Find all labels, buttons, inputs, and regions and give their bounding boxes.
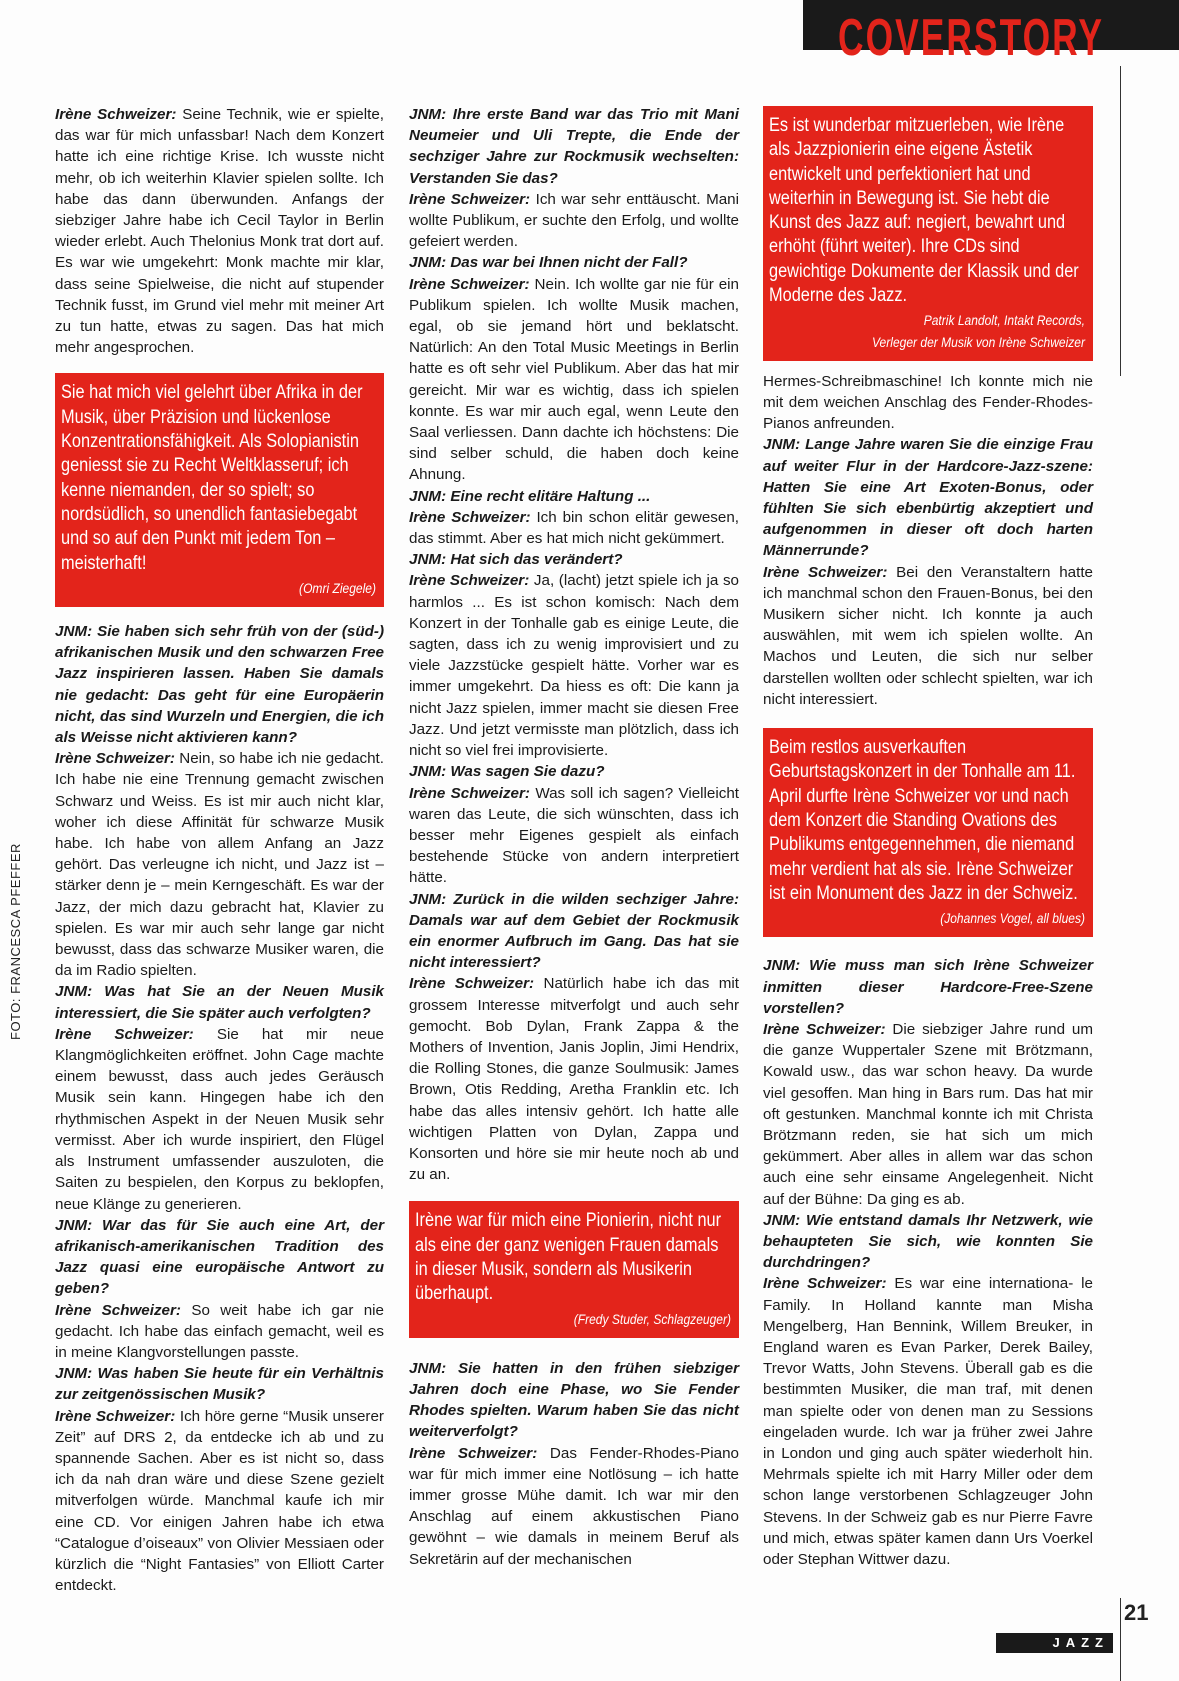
paragraph: [409, 1443, 739, 1570]
paragraph: Hermes-Schreibmaschine! Ich konnte mich nie mit dem weichen Anschlag des Fender-Rhodes-Pianos anfreunden.: [763, 372, 1093, 433]
answer-text: Was soll ich sagen? Vielleicht waren das Leute, die sich wünschten, dass ich besser mehr Eigenes gespielt als einfach bestehende Stücke von andern interpretiert hätte.: [409, 784, 739, 887]
question: JNM: Wie entstand damals Ihr Netzwerk, wie behaupteten Sie sich, wie konnten Sie durchdringen?: [763, 1211, 1093, 1272]
paragraph: [763, 1019, 1093, 1210]
question: JNM: Zurück in die wilden sechziger Jahre: Damals war auf dem Gebiet der Rockmusik ein enormer Aufbruch im Gang. Das hat sie nicht interessiert?: [409, 890, 739, 972]
paragraph: [763, 1273, 1093, 1570]
speaker: Irène Schweizer:: [409, 572, 530, 590]
paragraph: [55, 1406, 384, 1597]
column-2: [409, 104, 739, 1570]
pull-quote-source: (Johannes Vogel, all blues): [940, 910, 1085, 927]
question: JNM: Lange Jahre waren Sie die einzige Frau auf weiter Flur in der Hardcore-Jazz-szene: Hatten Sie eine Art Exoten-Bonus, oder fühlten Sie sich ebenbürtig akzeptiert und aufgenommen in dieser oft doch harten Männerrunde?: [763, 436, 1093, 560]
pull-quote-source-line2: Verleger der Musik von Irène Schweizer: [871, 333, 1085, 350]
pull-quote: [55, 373, 384, 607]
paragraph: [409, 189, 739, 253]
paragraph: [55, 1024, 384, 1215]
speaker: Irène Schweizer:: [409, 975, 535, 993]
speaker: Irène Schweizer:: [409, 508, 531, 526]
speaker: Irène Schweizer:: [409, 275, 530, 293]
answer-text: Ich war sehr enttäuscht. Mani wollte Publikum, er suchte den Erfolg, und wollte gefeiert werden.: [409, 190, 739, 251]
speaker: Irène Schweizer:: [409, 1444, 538, 1462]
pull-quote: [409, 1201, 739, 1337]
question: JNM: Hat sich das verändert?: [409, 551, 623, 569]
photo-credit: FOTO: FRANCESCA PFEFFER: [8, 843, 23, 1040]
paragraph: [409, 274, 739, 486]
paragraph: [409, 783, 739, 889]
answer-text: Nein, so habe ich nie gedacht. Ich habe nie eine Trennung gemacht zwischen Schwarz und Weiss. Es ist mir auch nicht klar, woher ich diese Affinität für schwarze Musik habe. Ich habe von allem Anfang an Jazz gehört. Das verleugne ich nicht, und Jazz ist – stärker denn je – mein Kerngeschäft. Es war der Jazz, der mich dazu gebracht hat, Klavier zu spielen. Es war mir auch sehr lange gar nicht bewusst, dass das schwarze Musiker waren, die da im Radio spielten.: [55, 750, 384, 980]
speaker: Irène Schweizer:: [409, 784, 530, 802]
pull-quote-text: Es ist wunderbar mitzuerleben, wie Irène als Jazzpionierin eine eigene Ästetik entwickelt und perfektioniert hat und weiterhin in Bewegung ist. Sie hebt die Kunst des Jazz auf: negiert, bewahrt und erhöht (führt weiter). Ihre CDs sind gewichtige Dokumente der Klassik und der Moderne des Jazz.: [769, 115, 1079, 307]
pull-quote-text: Irène war für mich eine Pionierin, nicht nur als eine der ganz wenigen Frauen damals in dieser Musik, sondern als Musikerin überhaupt.: [415, 1210, 722, 1305]
question: JNM: Ihre erste Band war das Trio mit Mani Neumeier und Uli Trepte, die Ende der sechziger Jahre zur Rockmusik wechselten: Verstanden Sie das?: [409, 106, 739, 187]
paragraph: [409, 973, 739, 1185]
speaker: Irène Schweizer:: [763, 1275, 887, 1293]
vertical-rule: [1120, 66, 1121, 376]
question: JNM: Was haben Sie heute für ein Verhältnis zur zeitgenössischen Musik?: [55, 1365, 384, 1404]
answer-text: Sie hat mir neue Klangmöglichkeiten eröffnet. John Cage machte einem bewusst, dass auch jedes Geräusch Musik sein kann. Hingegen habe ich den rhythmischen Aspekt in der Neuen Musik sehr vermisst. Aber ich wurde inspiriert, den Flügel als Instrument umfassender auszuloten, die Saiten zu bespielen, den Korpus zu beklopfen, neue Klänge zu generieren.: [55, 1025, 384, 1213]
answer-text: Bei den Veranstaltern hatte ich manchmal schon den Frauen-Bonus, bei den Musikern sicher nicht. Ich konnte ja auch auswählen, mit wem ich spielen wollte. An Machos und Leuten, die sich nur selber darstellen wollten oder schlecht spielten, war ich nicht interessiert.: [763, 563, 1093, 708]
pull-quote-source-line1: Patrik Landolt, Intakt Records,: [923, 312, 1085, 329]
answer-text: Ich bin schon elitär gewesen, das stimmt. Aber es hat mich nicht gekümmert.: [409, 508, 739, 548]
paragraph: [55, 104, 384, 358]
answer-text: So weit habe ich gar nie gedacht. Ich habe das einfach gemacht, weil es in meine Klangvorstellungen passte.: [55, 1301, 384, 1361]
question: JNM: Sie hatten in den frühen siebziger Jahren doch eine Phase, wo Sie Fender Rhodes spielten. Warum haben Sie das nicht weiterverfolgt?: [409, 1359, 739, 1441]
answer-text: Das Fender-Rhodes-Piano war für mich immer eine Notlösung – ich hatte immer grosse Mühe damit. Ich war mir den Anschlag auf einem akkustischen Piano gewöhnt – wie damals in meinem Beruf als Sekretärin auf der mechanischen: [409, 1444, 739, 1568]
pull-quote-source: (Fredy Studer, Schlagzeuger): [573, 1310, 731, 1327]
pull-quote: [763, 728, 1093, 937]
pull-quote-text: Beim restlos ausverkauften Geburtstagskonzert in der Tonhalle am 11. April durfte Irène Schweizer vor und nach dem Konzert die Standing Ovations des Publikums entgegennehmen, die niemand mehr verdient hat als sie. Irène Schweizer ist ein Monument des Jazz in der Schweiz.: [769, 737, 1078, 904]
paragraph: [55, 748, 384, 981]
question: JNM: Sie haben sich sehr früh von der (süd-) afrikanischen Musik und den schwarzen Free Jazz inspirieren lassen. Haben Sie damals nie gedacht: Das geht für eine Europäerin nicht, das sind Wurzeln und Energien, die ich als Weisse nicht aktivieren kann?: [55, 623, 384, 747]
speaker: Irène Schweizer:: [409, 190, 531, 208]
speaker: Irène Schweizer:: [763, 1020, 886, 1038]
paragraph: [55, 1300, 384, 1364]
speaker: Irène Schweizer:: [55, 106, 177, 123]
paragraph: [409, 570, 739, 761]
answer-text: Natürlich habe ich das mit grossem Interesse mitverfolgt und auch sehr gemocht. Bob Dylan, Frank Zappa & the Mothers of Invention, Janis Joplin, Jimi Hendrix, die Rolling Stones, die ganze Soulmusik: James Brown, Otis Redding, Aretha Franklin etc. Ich habe das alles intensiv gehört. Ich hatte alle wichtigen Platten von Dylan, Zappa und Konsorten und höre sie mir heute noch ab und zu an.: [409, 975, 739, 1184]
question: JNM: War das für Sie auch eine Art, der afrikanisch-amerikanischen Tradition des Jazz quasi eine europäische Antwort zu geben?: [55, 1216, 384, 1298]
question: JNM: Das war bei Ihnen nicht der Fall?: [409, 254, 688, 272]
answer-text: Nein. Ich wollte gar nie für ein Publikum spielen. Ich wollte Musik machen, egal, ob sie jemand hört und beklatscht. Natürlich: An den Total Music Meetings in Berlin hatte es oft sehr viel Publikum. Aber das hat mir gereicht. Mir war es wichtig, dass ich spielen konnte. Es war mir auch egal, wenn Leute den Saal verliessen. Dann dachte ich höchstens: Die sind selber schuld, die haben doch keine Ahnung.: [409, 275, 739, 484]
answer-text: Es war eine internationa- le Family. In Holland kannte man Misha Mengelberg, Han Bennink, Willem Breuker, in England waren es Evan Parker, Derek Bailey, Trevor Watts, John Stevens. Überall gab es die bestimmten Musiker, die man traf, mit denen man spielte oder von denen man zu Sessions eingeladen wurde. Ich war ja früher zwei Jahre in London und ging auch später wiederholt hin. Mehrmals spielte ich mit Harry Miller oder dem schon lange verstorbenen Schlagzeuger John Stevens. In der Schweiz gab es nur Pierre Favre und mich, etwas später kamen dann Urs Voerkel oder Stephan Wittwer dazu.: [763, 1275, 1093, 1568]
paragraph: [409, 507, 739, 549]
question: JNM: Was sagen Sie dazu?: [409, 763, 605, 781]
speaker: Irène Schweizer:: [763, 563, 888, 581]
paragraph: [763, 562, 1093, 710]
pull-quote: [763, 106, 1093, 361]
speaker: Irène Schweizer:: [55, 1407, 176, 1425]
page-number: 21: [1124, 1600, 1149, 1625]
section-title: COVERSTORY: [838, 9, 1105, 67]
answer-text: Ich höre gerne “Musik unserer Zeit” auf DRS 2, da entdecke ich ab und zu spannende Sachen. Aber es ist nicht so, dass ich da nah dran wäre und diese Szene gezielt mitverfolgen würde. Manchmal kaufe ich mir eine CD. Vor einigen Jahren habe ich etwa “Catalogue d’oiseaux” von Olivier Messiaen oder kürzlich die “Night Fantasies” von Elliott Carter entdeckt.: [55, 1407, 384, 1595]
question: JNM: Was hat Sie an der Neuen Musik interessiert, die Sie später auch verfolgten?: [55, 983, 384, 1022]
speaker: Irène Schweizer:: [55, 1301, 181, 1319]
pull-quote-text: Sie hat mich viel gelehrt über Afrika in der Musik, über Präzision und lückenlose Konzentrationsfähigkeit. Als Solopianistin geniesst sie zu Recht Weltklasseruf; ich kenne niemanden, der so spielt; so nordsüdlich, so unendlich fantasiebegabt und so auf den Punkt mit jedem Ton – meisterhaft!: [61, 382, 363, 574]
vertical-rule-bottom: [1120, 1598, 1121, 1681]
column-1: [55, 104, 384, 1596]
question: JNM: Wie muss man sich Irène Schweizer inmitten dieser Hardcore-Free-Szene vorstellen?: [763, 957, 1093, 1017]
speaker: Irène Schweizer:: [55, 1025, 194, 1043]
answer-text: Ja, (lacht) jetzt spiele ich ja so harmlos ... Es ist schon komisch: Nach dem Konzert in der Tonhalle gab es einige Leute, die sagten, dass ich zu wenig improvisiert und zu viele Jazzstücke gespielt hätte. Vorher war es immer umgekehrt. Da hiess es oft: Die kann ja nicht Jazz spielen, immer macht sie diesen Free Jazz. Und jetzt vermisste man plötzlich, dass ich nicht so viel frei improvisierte.: [409, 572, 739, 760]
pull-quote-source: (Omri Ziegele): [299, 579, 376, 596]
column-3: [763, 104, 1093, 1570]
answer-text: Die siebziger Jahre rund um die ganze Wuppertaler Szene mit Brötzmann, Kowald usw., das war schon heavy. Da wurde viel gesoffen. Man hing in Bars rum. Das hat mir oft gestunken. Manchmal konnte ich mit Christa Brötzmann reden, sie hat sich um mich gekümmert. Aber alles in allem war das schon auch eine sehr einsame Angelegenheit. Nicht auf der Bühne: Da ging es ab.: [763, 1020, 1093, 1208]
footer-section-label: JAZZ: [996, 1633, 1113, 1653]
speaker: Irène Schweizer:: [55, 750, 175, 768]
question: JNM: Eine recht elitäre Haltung ...: [409, 487, 651, 505]
answer-text: Seine Technik, wie er spielte, das war für mich unfassbar! Nach dem Konzert hatte ich eine richtige Krise. Ich wusste nicht mehr, ob ich weiterhin Klavier spielen sollte. Ich habe das dann überwunden. Anfangs der siebziger Jahre habe ich Cecil Taylor in Berlin wieder erlebt. Auch Thelonius Monk trat dort auf. Es war wie umgekehrt: Monk machte mir klar, dass seine Spielweise, die nicht auf stupender Technik fusst, im Grund viel mehr mit meiner Art zu tun hatte, etwas zu sagen. Das hat mich mehr angesprochen.: [55, 106, 384, 357]
